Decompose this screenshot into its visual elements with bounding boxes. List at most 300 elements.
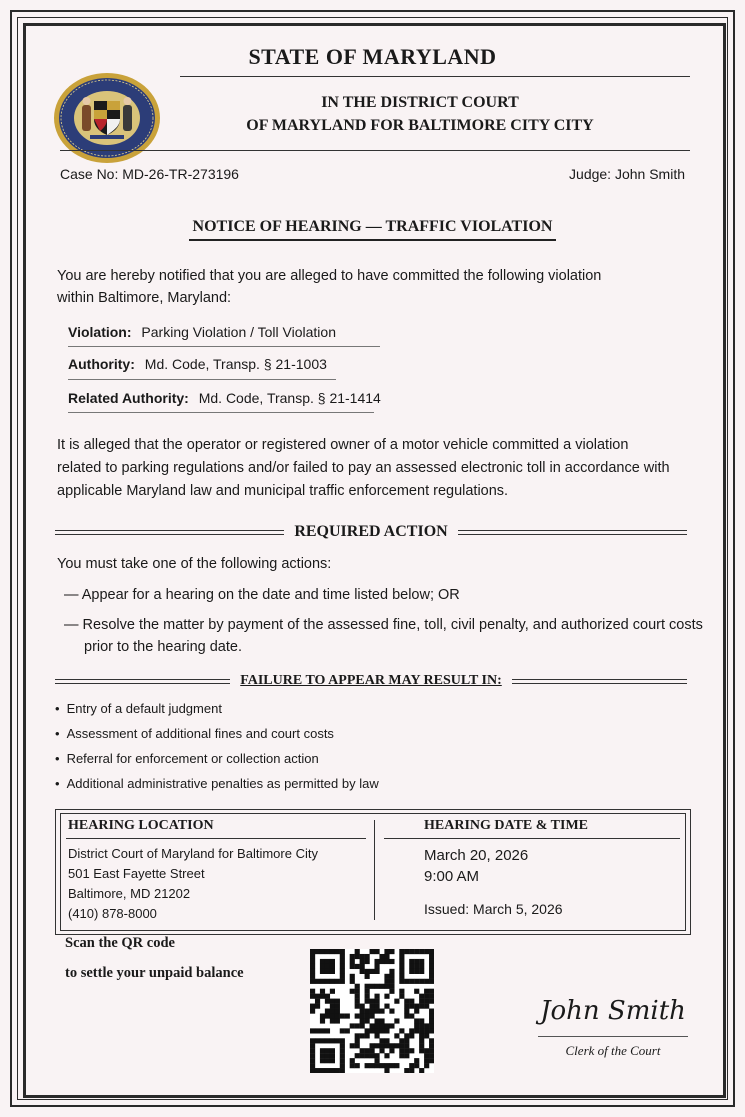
qr-module [404, 949, 409, 954]
qr-module [384, 1063, 389, 1068]
qr-module [424, 1058, 429, 1063]
qr-module [355, 954, 360, 959]
qr-module [374, 959, 379, 964]
qr-module [365, 974, 370, 979]
qr-module [315, 999, 320, 1004]
qr-module [315, 1038, 320, 1043]
qr-module [320, 949, 325, 954]
qr-module [340, 959, 345, 964]
qr-module [429, 954, 434, 959]
failure-item: • Referral for enforcement or collection action [55, 751, 319, 766]
qr-module [320, 994, 325, 999]
qr-module [325, 1028, 330, 1033]
qr-module [374, 1009, 379, 1014]
qr-module [355, 1043, 360, 1048]
qr-module [379, 1009, 384, 1014]
qr-module [429, 989, 434, 994]
violation-label: Violation: [68, 324, 132, 340]
qr-module [424, 999, 429, 1004]
failure-heading [55, 673, 687, 689]
qr-module [394, 1018, 399, 1023]
qr-module [389, 1023, 394, 1028]
qr-module [330, 1013, 335, 1018]
qr-module [310, 1004, 315, 1009]
qr-module [424, 994, 429, 999]
qr-module [350, 1058, 355, 1063]
qr-module [374, 949, 379, 954]
qr-module [414, 1058, 419, 1063]
qr-module [310, 994, 315, 999]
qr-module [340, 1038, 345, 1043]
qr-module [315, 1028, 320, 1033]
qr-module [419, 1048, 424, 1053]
qr-module [340, 1013, 345, 1018]
qr-module [345, 1013, 350, 1018]
signature-line [538, 1036, 688, 1037]
qr-module [325, 1038, 330, 1043]
court-line-1: IN THE DISTRICT COURT [321, 94, 519, 111]
qr-module [340, 1063, 345, 1068]
qr-module [384, 1038, 389, 1043]
qr-module [429, 969, 434, 974]
qr-module [384, 1004, 389, 1009]
qr-module [325, 1009, 330, 1014]
notice-title [0, 218, 745, 241]
qr-module [374, 1053, 379, 1058]
qr-module [379, 1043, 384, 1048]
qr-module [384, 959, 389, 964]
qr-module [325, 959, 330, 964]
qr-module [399, 1048, 404, 1053]
qr-module [424, 949, 429, 954]
qr-module [350, 974, 355, 979]
notice-title-text: NOTICE OF HEARING — TRAFFIC VIOLATION [189, 218, 557, 241]
qr-module [399, 974, 404, 979]
qr-module [365, 989, 370, 994]
qr-module [365, 954, 370, 959]
qr-module [365, 1063, 370, 1068]
required-action-heading [55, 523, 687, 541]
qr-module [370, 949, 375, 954]
qr-module [340, 1068, 345, 1073]
qr-module [419, 999, 424, 1004]
qr-module [374, 1018, 379, 1023]
qr-module [365, 969, 370, 974]
qr-module [330, 1048, 335, 1053]
state-title: STATE OF MARYLAND [248, 44, 497, 69]
qr-module [330, 959, 335, 964]
qr-module [389, 1043, 394, 1048]
qr-module [399, 954, 404, 959]
qr-module [350, 954, 355, 959]
qr-module [399, 964, 404, 969]
qr-module [424, 979, 429, 984]
hearing-datetime-heading: HEARING DATE & TIME [424, 818, 589, 833]
qr-module [409, 959, 414, 964]
qr-module [365, 984, 370, 989]
qr-module [330, 1068, 335, 1073]
qr-module [310, 1009, 315, 1014]
qr-module [320, 1048, 325, 1053]
qr-module [320, 1018, 325, 1023]
qr-module [404, 1013, 409, 1018]
qr-module [325, 964, 330, 969]
clerk-signature: John Smith [540, 996, 686, 1026]
qr-module [350, 1023, 355, 1028]
qr-module [384, 1023, 389, 1028]
qr-module [424, 1053, 429, 1058]
qr-module [424, 1033, 429, 1038]
qr-module [360, 1023, 365, 1028]
qr-module [365, 1018, 370, 1023]
qr-instruction-line-1: Scan the QR code [65, 935, 175, 951]
qr-module [330, 989, 335, 994]
qr-module [365, 994, 370, 999]
qr-module [379, 1023, 384, 1028]
qr-module [365, 1028, 370, 1033]
qr-module [429, 1023, 434, 1028]
case-number: Case No: MD-26-TR-273196 [60, 166, 239, 182]
qr-module [340, 1043, 345, 1048]
qr-module [379, 1063, 384, 1068]
qr-module [355, 989, 360, 994]
qr-module [365, 1009, 370, 1014]
qr-module [414, 959, 419, 964]
qr-module [404, 1053, 409, 1058]
qr-module [360, 1013, 365, 1018]
qr-module [389, 1063, 394, 1068]
qr-module [374, 1004, 379, 1009]
qr-instruction-line-2: to settle your unpaid balance [65, 965, 244, 981]
qr-module [315, 1068, 320, 1073]
qr-module [429, 999, 434, 1004]
qr-module [370, 969, 375, 974]
qr-module [320, 979, 325, 984]
qr-module [429, 1058, 434, 1063]
qr-module [394, 1033, 399, 1038]
qr-module [384, 974, 389, 979]
qr-module [394, 999, 399, 1004]
required-action-lead: You must take one of the following actions: [57, 556, 332, 572]
qr-module [335, 1038, 340, 1043]
qr-module [399, 989, 404, 994]
qr-module [310, 974, 315, 979]
qr-module [389, 959, 394, 964]
failure-heading-text: FAILURE TO APPEAR MAY RESULT IN: [240, 673, 502, 688]
qr-module [419, 1038, 424, 1043]
qr-module [340, 1048, 345, 1053]
action-item-2-text: Resolve the matter by payment of the assessed fine, toll, civil penalty, and authorized court costs [82, 617, 703, 633]
qr-module [325, 1048, 330, 1053]
qr-module [374, 984, 379, 989]
required-action-heading-text: REQUIRED ACTION [294, 523, 448, 540]
qr-module [370, 1009, 375, 1014]
qr-module [429, 974, 434, 979]
qr-module [414, 949, 419, 954]
violation-underline [68, 346, 380, 347]
qr-module [365, 1013, 370, 1018]
qr-module [424, 1004, 429, 1009]
qr-module [325, 1058, 330, 1063]
qr-module [404, 1048, 409, 1053]
qr-module [365, 1033, 370, 1038]
qr-module [320, 964, 325, 969]
qr-module [389, 1009, 394, 1014]
qr-module [325, 999, 330, 1004]
qr-module [414, 1063, 419, 1068]
qr-module [384, 954, 389, 959]
qr-module [335, 979, 340, 984]
header-rule [60, 150, 690, 151]
action-item-1-text: Appear for a hearing on the date and time listed below; OR [81, 587, 460, 603]
qr-module [419, 1023, 424, 1028]
qr-module [355, 949, 360, 954]
qr-module [365, 999, 370, 1004]
qr-module [429, 994, 434, 999]
qr-module [374, 964, 379, 969]
qr-module [374, 1058, 379, 1063]
hearing-time: 9:00 AM [424, 868, 480, 885]
qr-module [394, 1063, 399, 1068]
qr-module [414, 989, 419, 994]
qr-module [409, 1004, 414, 1009]
qr-module [414, 1018, 419, 1023]
qr-module [429, 1018, 434, 1023]
qr-module [399, 1053, 404, 1058]
qr-module [360, 1048, 365, 1053]
qr-module [414, 1009, 419, 1014]
qr-module [429, 1048, 434, 1053]
qr-module [409, 1063, 414, 1068]
qr-module [419, 1033, 424, 1038]
qr-module [350, 959, 355, 964]
qr-module [384, 1053, 389, 1058]
qr-module [404, 1068, 409, 1073]
qr-module [320, 1068, 325, 1073]
qr-module [325, 969, 330, 974]
qr-module [414, 1028, 419, 1033]
qr-module [394, 1043, 399, 1048]
qr-module [370, 1043, 375, 1048]
qr-module [399, 1043, 404, 1048]
qr-module [399, 959, 404, 964]
action-item-2-cont: prior to the hearing date. [84, 639, 242, 655]
qr-module [429, 959, 434, 964]
qr-module [389, 969, 394, 974]
qr-module [335, 999, 340, 1004]
intro-line-1: You are hereby notified that you are alleged to have committed the following violation [57, 268, 602, 284]
qr-module [330, 969, 335, 974]
qr-module [355, 1004, 360, 1009]
qr-module [310, 964, 315, 969]
qr-module [325, 1013, 330, 1018]
qr-module [419, 964, 424, 969]
qr-module [419, 1028, 424, 1033]
qr-module [340, 1053, 345, 1058]
qr-module [325, 949, 330, 954]
qr-module [340, 964, 345, 969]
qr-module [355, 994, 360, 999]
qr-module [335, 1009, 340, 1014]
qr-module [340, 1028, 345, 1033]
action-item-1: — Appear for a hearing on the date and time listed below; OR [64, 587, 460, 603]
allegation-line-3: applicable Maryland law and municipal traffic enforcement regulations. [57, 483, 509, 499]
qr-module [325, 979, 330, 984]
qr-module [414, 964, 419, 969]
qr-module [429, 1053, 434, 1058]
qr-module [310, 1048, 315, 1053]
qr-module [330, 979, 335, 984]
datetime-heading-rule [384, 838, 680, 839]
authority-row [68, 356, 327, 372]
qr-module [330, 964, 335, 969]
qr-module [404, 1043, 409, 1048]
qr-module [330, 999, 335, 1004]
qr-module [409, 1028, 414, 1033]
qr-module [360, 964, 365, 969]
qr-module [320, 959, 325, 964]
court-line-2: OF MARYLAND FOR BALTIMORE CITY CITY [246, 117, 594, 134]
qr-module [409, 1033, 414, 1038]
qr-module [355, 984, 360, 989]
qr-module [419, 994, 424, 999]
location-line: District Court of Maryland for Baltimore City [68, 846, 318, 861]
qr-module [310, 979, 315, 984]
qr-module [330, 1018, 335, 1023]
qr-module [310, 1028, 315, 1033]
qr-module [429, 1038, 434, 1043]
qr-module [335, 1068, 340, 1073]
qr-module [315, 949, 320, 954]
qr-module [310, 969, 315, 974]
qr-module [370, 1028, 375, 1033]
qr-module [419, 1068, 424, 1073]
qr-module [330, 1038, 335, 1043]
qr-module [384, 994, 389, 999]
qr-module [429, 964, 434, 969]
qr-module [389, 1048, 394, 1053]
qr-module [325, 1068, 330, 1073]
qr-module [424, 989, 429, 994]
qr-module [365, 1053, 370, 1058]
failure-item: • Entry of a default judgment [55, 701, 222, 716]
qr-module [370, 999, 375, 1004]
location-line: 501 East Fayette Street [68, 866, 205, 881]
qr-module [384, 1028, 389, 1033]
qr-module [360, 959, 365, 964]
qr-module [374, 1063, 379, 1068]
qr-module [355, 964, 360, 969]
qr-module [384, 979, 389, 984]
qr-module [374, 1033, 379, 1038]
qr-module [399, 969, 404, 974]
qr-module [310, 1053, 315, 1058]
related-authority-underline [68, 412, 374, 413]
qr-module [404, 1004, 409, 1009]
qr-module [310, 1043, 315, 1048]
qr-module [330, 1053, 335, 1058]
qr-module [409, 949, 414, 954]
qr-module [419, 1043, 424, 1048]
clerk-title: Clerk of the Court [565, 1043, 661, 1058]
qr-module [370, 1053, 375, 1058]
qr-module [310, 1058, 315, 1063]
qr-module [404, 999, 409, 1004]
allegation-line-1: It is alleged that the operator or registered owner of a motor vehicle committed a violation [57, 437, 629, 453]
qr-module [320, 1028, 325, 1033]
qr-module [419, 949, 424, 954]
hearing-location-heading: HEARING LOCATION [68, 818, 214, 833]
qr-module [409, 979, 414, 984]
qr-module [414, 1004, 419, 1009]
issued-date: Issued: March 5, 2026 [424, 901, 563, 917]
authority-label: Authority: [68, 356, 135, 372]
qr-module [335, 1018, 340, 1023]
heading-rule-right [458, 530, 687, 535]
violation-row [68, 324, 336, 340]
qr-module [360, 969, 365, 974]
qr-module [419, 1018, 424, 1023]
qr-module [350, 989, 355, 994]
qr-module [379, 954, 384, 959]
failure-rule-right [512, 679, 687, 684]
qr-module [374, 969, 379, 974]
qr-module [310, 1068, 315, 1073]
qr-module [340, 1058, 345, 1063]
qr-module [384, 984, 389, 989]
qr-module [330, 1058, 335, 1063]
qr-module [379, 984, 384, 989]
qr-module [370, 1063, 375, 1068]
qr-module [419, 979, 424, 984]
qr-module [360, 1033, 365, 1038]
qr-module [320, 1013, 325, 1018]
qr-module [340, 979, 345, 984]
qr-module [320, 1058, 325, 1063]
qr-module [350, 1063, 355, 1068]
qr-module [409, 999, 414, 1004]
qr-module [330, 949, 335, 954]
qr-module [370, 1048, 375, 1053]
qr-module [379, 1038, 384, 1043]
qr-module [370, 1023, 375, 1028]
qr-module [350, 1043, 355, 1048]
qr-module [370, 1004, 375, 1009]
qr-module [365, 1048, 370, 1053]
qr-module [404, 1009, 409, 1014]
qr-module [360, 1004, 365, 1009]
intro-line-2: within Baltimore, Maryland: [57, 290, 232, 306]
qr-module [424, 1048, 429, 1053]
failure-rule-left [55, 679, 230, 684]
qr-module [310, 1038, 315, 1043]
violation-value: Parking Violation / Toll Violation [141, 324, 336, 340]
qr-module [325, 1053, 330, 1058]
qr-module [335, 1013, 340, 1018]
qr-code-icon[interactable] [310, 949, 434, 1073]
qr-module [315, 994, 320, 999]
qr-module [404, 1033, 409, 1038]
qr-module [355, 1033, 360, 1038]
qr-module [379, 1028, 384, 1033]
heading-rule-left [55, 530, 284, 535]
qr-module [429, 949, 434, 954]
qr-module [310, 959, 315, 964]
qr-module [365, 959, 370, 964]
qr-module [424, 1023, 429, 1028]
qr-module [399, 1038, 404, 1043]
qr-module [374, 1028, 379, 1033]
